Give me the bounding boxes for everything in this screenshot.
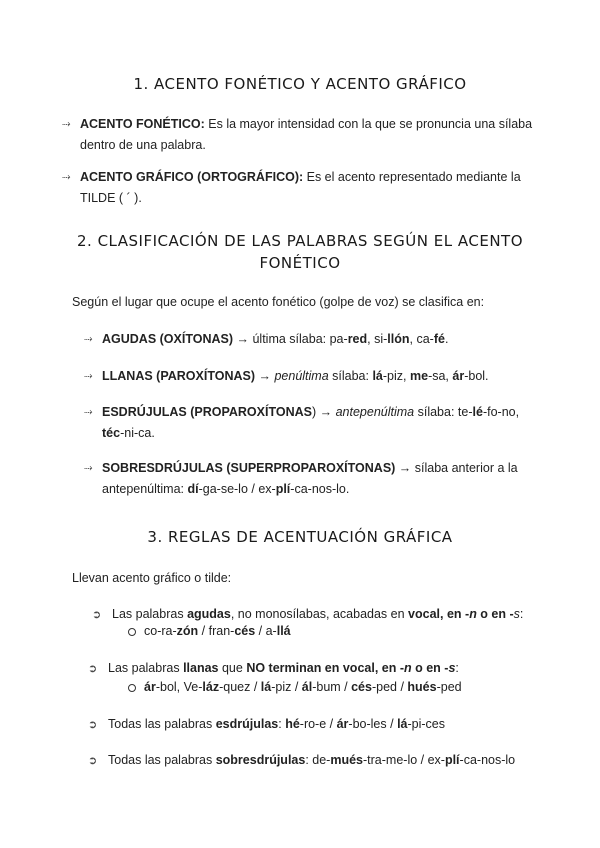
term: sobresdrújulas [215, 753, 306, 767]
example-stress: láz [202, 680, 220, 694]
example: -bum / [312, 680, 352, 694]
example: / a- [255, 624, 277, 638]
rule-esdrujulas [108, 714, 445, 735]
term: s [513, 607, 520, 621]
example-stress: cés [351, 680, 372, 694]
term-label: AGUDAS (OXÍTONAS) [102, 332, 234, 346]
example-stress: hé [285, 717, 300, 731]
circle-bullet-icon [128, 684, 136, 692]
term: NO terminan en vocal, en - [246, 661, 404, 675]
example-stress: llá [276, 624, 291, 638]
example-stress: ár [336, 717, 349, 731]
hook-arrow-icon: ➲ [92, 609, 102, 621]
rule-agudas-examples [144, 621, 291, 642]
example: . [444, 332, 449, 346]
section-1-heading: 1. ACENTO FONÉTICO Y ACENTO GRÁFICO [133, 75, 467, 93]
example: -ro-e / [299, 717, 337, 731]
text: Las palabras [108, 661, 184, 675]
term: vocal, en - [408, 607, 470, 621]
llanas-item [102, 366, 489, 387]
arrow-icon: ⤑ [84, 462, 93, 474]
example: / fran- [198, 624, 235, 638]
example-stress: ár [144, 680, 156, 694]
text: → [255, 369, 275, 383]
term-label: ESDRÚJULAS (PROPAROXÍTONAS [102, 405, 312, 419]
example: -bol, Ve- [155, 680, 203, 694]
text: , no monosílabas, acabadas en [230, 607, 409, 621]
example-stress: hués [407, 680, 437, 694]
definition-text: TILDE ( ´ ). [80, 191, 142, 205]
section-2-heading-line-2: FONÉTICO [259, 254, 341, 272]
example-stress: dí [187, 482, 199, 496]
sobresdrujulas-item [102, 458, 518, 500]
circle-bullet-icon [128, 628, 136, 636]
hook-arrow-icon: ➲ [88, 663, 98, 675]
definition-text: dentro de una palabra. [80, 138, 206, 152]
example-stress: red [347, 332, 368, 346]
example-stress: me [409, 369, 429, 383]
arrow-icon: ⤑ [84, 406, 93, 418]
grafico-definition [80, 167, 521, 209]
arrow-icon: ⤑ [84, 370, 93, 382]
text: : [455, 661, 459, 675]
text: antepenúltima: [102, 482, 188, 496]
text: Las palabras [112, 607, 188, 621]
example: pa- [329, 332, 348, 346]
fonetico-definition [80, 114, 532, 156]
text: ) → [311, 405, 336, 419]
section-3-intro: Llevan acento gráfico o tilde: [72, 571, 232, 585]
definition-text: Es el acento representado mediante la [303, 170, 521, 184]
example-stress: téc [102, 426, 121, 440]
example: -piz / [271, 680, 302, 694]
italic-term: antepenúltima [335, 405, 415, 419]
example-stress: fé [433, 332, 445, 346]
term: s [448, 661, 456, 675]
text: sílaba: [328, 369, 373, 383]
section-3-heading: 3. REGLAS DE ACENTUACIÓN GRÁFICA [147, 528, 453, 546]
term-label: LLANAS (PAROXÍTONAS) [102, 369, 256, 383]
example: -tra-me-lo / ex- [363, 753, 445, 767]
example: -ped / [371, 680, 408, 694]
term: llanas [183, 661, 219, 675]
term: o en - [411, 661, 449, 675]
text: que [218, 661, 247, 675]
example: -bo-les / [348, 717, 398, 731]
example-stress: zón [176, 624, 199, 638]
example-stress: ál [301, 680, 313, 694]
example-stress: plí [444, 753, 460, 767]
example: -ca-nos-lo [459, 753, 516, 767]
arrow-icon: ⤑ [62, 171, 71, 183]
term: n [404, 661, 412, 675]
text: Todas las palabras [108, 753, 216, 767]
term-label: ACENTO FONÉTICO: [80, 117, 205, 131]
text: sílaba: te- [414, 405, 473, 419]
text: → sílaba anterior a la [395, 461, 518, 475]
hook-arrow-icon: ➲ [88, 755, 98, 767]
example-stress: lá [372, 369, 383, 383]
section-2-intro: Según el lugar que ocupe el acento fonético (golpe de voz) se clasifica en: [72, 295, 485, 309]
rule-sobresdrujulas [108, 750, 515, 771]
hook-arrow-icon: ➲ [88, 719, 98, 731]
example-stress: lá [260, 680, 272, 694]
example: -sa, [428, 369, 453, 383]
arrow-icon: ⤑ [84, 333, 93, 345]
example-stress: cés [234, 624, 256, 638]
text: → última sílaba: [233, 332, 330, 346]
rule-llanas-examples [144, 677, 462, 698]
example: , ca- [409, 332, 434, 346]
text: Todas las palabras [108, 717, 216, 731]
example: -fo-no, [482, 405, 520, 419]
example: -quez / [219, 680, 261, 694]
italic-term: penúltima [274, 369, 329, 383]
arrow-icon: ⤑ [62, 118, 71, 130]
definition-text: Es la mayor intensidad con la que se pronuncia una sílaba [204, 117, 533, 131]
term: n [469, 607, 477, 621]
term-label: ACENTO GRÁFICO (ORTOGRÁFICO): [80, 170, 304, 184]
example: -pi-ces [407, 717, 446, 731]
text: : [278, 717, 286, 731]
agudas-item [102, 329, 448, 350]
example: -ni-ca. [120, 426, 155, 440]
term-label: SOBRESDRÚJULAS (SUPERPROPAROXÍTONAS) [102, 461, 396, 475]
example: -bol. [464, 369, 489, 383]
example: , si- [367, 332, 388, 346]
text: : [519, 607, 524, 621]
example: -piz, [382, 369, 410, 383]
rule-llanas [108, 658, 459, 679]
example: -ped [436, 680, 462, 694]
esdrujulas-item [102, 402, 519, 444]
example-stress: mués [330, 753, 363, 767]
text: : de- [305, 753, 331, 767]
example: -ca-nos-lo. [290, 482, 350, 496]
example-stress: lé [472, 405, 483, 419]
term: o en - [476, 607, 514, 621]
example: co-ra- [144, 624, 177, 638]
example-stress: llón [387, 332, 410, 346]
example-stress: plí [275, 482, 291, 496]
term: agudas [187, 607, 231, 621]
section-2-heading-line-1: 2. CLASIFICACIÓN DE LAS PALABRAS SEGÚN EL ACENTO [76, 232, 524, 250]
term: esdrújulas [215, 717, 279, 731]
example-stress: lá [397, 717, 408, 731]
example: -ga-se-lo / ex- [198, 482, 276, 496]
example-stress: ár [452, 369, 465, 383]
